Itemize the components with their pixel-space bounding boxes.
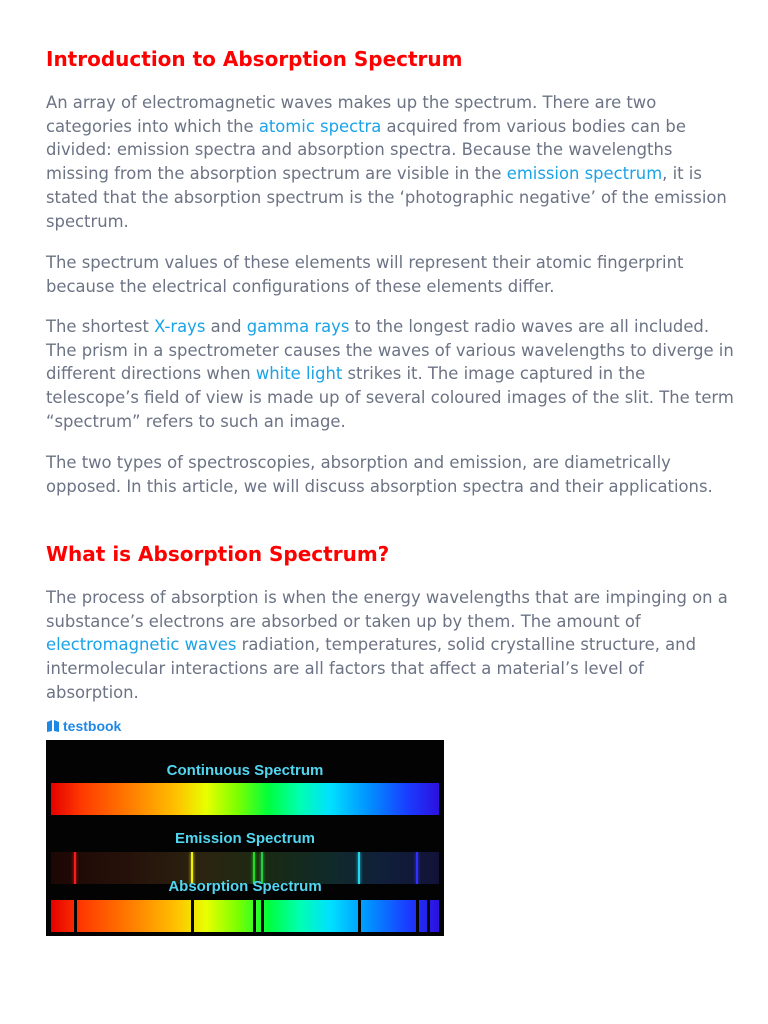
book-icon — [46, 719, 60, 733]
paragraph-3: The shortest X-rays and gamma rays to the longest radio waves are all included. The prism in a spectrometer causes the waves of various wavelengths to diverge in different directions when white light strikes it. The image captured in the telescope’s field of view is made up of several coloured images of the slit. The term “spectrum” refers to such an image. — [46, 317, 734, 431]
absorption-line — [74, 900, 77, 932]
spectra-image — [46, 740, 444, 936]
link-x-rays[interactable]: X-rays — [154, 317, 206, 336]
logo-text: testbook — [63, 718, 122, 734]
label-emission-spectrum: Emission Spectrum — [174, 830, 316, 847]
label-continuous-spectrum: Continuous Spectrum — [166, 762, 324, 779]
label-absorption-spectrum: Absorption Spectrum — [168, 878, 322, 895]
absorption-line — [191, 900, 194, 932]
section-heading-introduction: Introduction to Absorption Spectrum — [46, 47, 463, 71]
absorption-line — [253, 900, 256, 932]
section-heading-what-is: What is Absorption Spectrum? — [46, 542, 390, 566]
continuous-spectrum-band — [51, 783, 439, 815]
absorption-spectrum-band — [51, 900, 439, 932]
link-white-light[interactable]: white light — [255, 364, 343, 384]
paragraph-1: An array of electromagnetic waves makes up the spectrum. There are two categories into which the atomic spectra acquired from various bodies can be divided: emission spectra and absorption spectra. Because the wavelengths missing from the absorption spectrum are visible in the emission spectrum, it is stated that the absorption spectrum is the ‘photographic negative’ of the emission spectrum. — [46, 93, 727, 231]
paragraph-2: The spectrum values of these elements will represent their atomic fingerprint because the electrical configurations of these elements differ. — [46, 253, 684, 296]
link-gamma-rays[interactable]: gamma rays — [246, 317, 350, 336]
paragraph-4: The two types of spectroscopies, absorption and emission, are diametrically opposed. In this article, we will discuss absorption spectra and their applications. — [46, 453, 713, 496]
link-atomic-spectra[interactable]: atomic spectra — [258, 116, 382, 136]
absorption-line — [261, 900, 264, 932]
absorption-line — [416, 900, 419, 932]
absorption-line — [358, 900, 361, 932]
paragraph-5: The process of absorption is when the energy wavelengths that are impinging on a substance’s electrons are absorbed or taken up by them. The amount of electromagnetic waves radiation, temperatures, solid crystalline structure, and intermolecular interactions are all factors that affect a material’s level of absorption. — [46, 588, 728, 702]
testbook-logo — [46, 716, 444, 736]
absorption-line — [427, 900, 430, 932]
link-electromagnetic-waves[interactable]: electromagnetic waves — [46, 635, 237, 655]
spectrum-figure — [46, 716, 444, 936]
link-emission-spectrum[interactable]: emission spectrum — [506, 164, 663, 184]
